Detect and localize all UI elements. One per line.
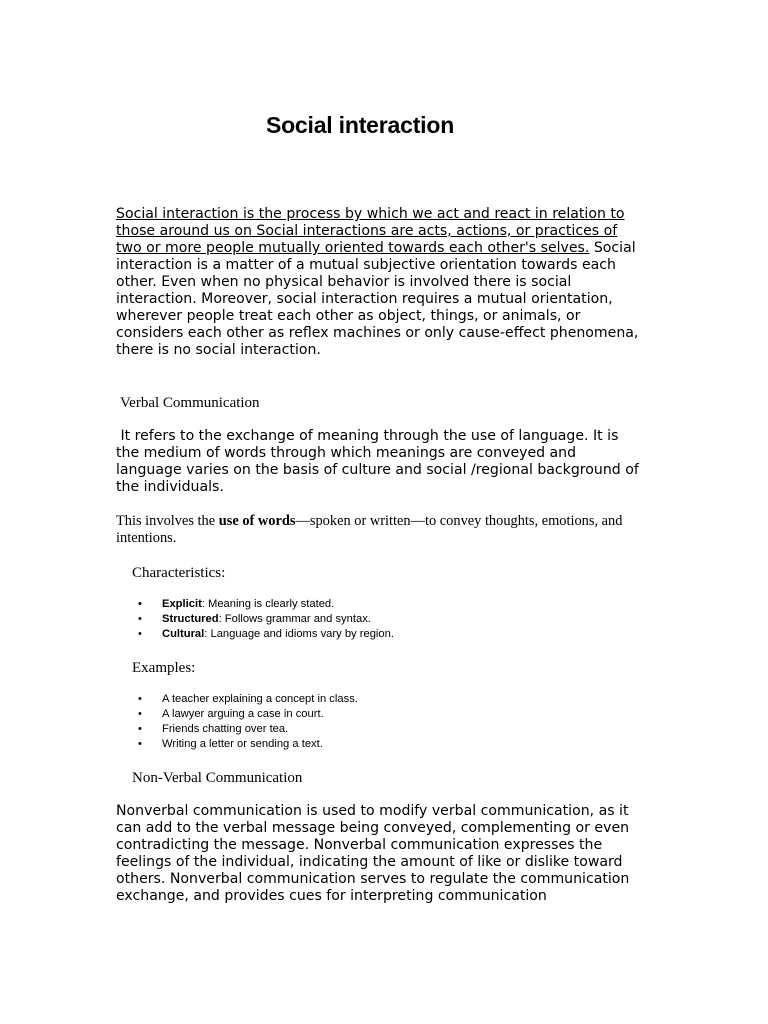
examples-heading: Examples: (132, 660, 196, 676)
list-item (135, 597, 394, 612)
example-text: Friends chatting over tea. (162, 723, 289, 735)
bullet-icon: • (138, 708, 142, 720)
characteristic-term: Explicit (162, 598, 202, 610)
characteristic-term: Structured (162, 613, 219, 625)
bullet-icon: • (138, 613, 142, 625)
intro-rest-text: Social interaction is a matter of a mutual subjective orientation towards each other. Even when no physical behavior is involved there is social interaction. Moreover, social interaction requires a mutual orientation, wherever people treat each other as object, things, or animals, or considers each other as reflex machines or only cause-effect phenomena, there is no social interaction. (116, 240, 639, 358)
bullet-icon: • (138, 723, 142, 735)
non-verbal-paragraph: Nonverbal communication is used to modify verbal communication, as it can add to the verbal message being conveyed, complementing or even contradicting the message. Nonverbal communication expresses the feelings of the individual, indicating the amount of like or dislike toward others. Nonverbal communication serves to regulate the communication exchange, and provides cues for interpreting communication (116, 803, 630, 904)
list-item (135, 612, 394, 627)
list-item (135, 692, 358, 707)
list-item (135, 737, 358, 752)
examples-list (135, 692, 358, 752)
intro-paragraph (116, 206, 646, 359)
characteristics-list (135, 597, 394, 642)
characteristic-text: : Language and idioms vary by region. (204, 628, 394, 640)
characteristics-heading: Characteristics: (132, 565, 226, 581)
bullet-icon: • (138, 693, 142, 705)
example-text: A lawyer arguing a case in court. (162, 708, 324, 720)
bullet-icon: • (138, 598, 142, 610)
verbal-communication-heading: Verbal Communication (120, 395, 260, 411)
non-verbal-communication-heading: Non-Verbal Communication (132, 770, 303, 786)
intro-underlined-text: Social interaction is the process by which we act and react in relation to those around us on Social interactions are acts, actions, or practices of two or more people mutually oriented towards each other's selves. (116, 206, 625, 256)
verbal-paragraph: It refers to the exchange of meaning through the use of language. It is the medium of words through which meanings are conveyed and language varies on the basis of culture and social /regional background of the individuals. (116, 428, 644, 495)
characteristic-term: Cultural (162, 628, 205, 640)
bullet-icon: • (138, 628, 142, 640)
list-item (135, 627, 394, 642)
involves-text-bold: use of words (218, 513, 296, 529)
verbal-involves-paragraph (116, 513, 646, 547)
document-title: Social interaction (265, 112, 455, 138)
bullet-icon: • (138, 738, 142, 750)
involves-text-before: This involves the (116, 513, 219, 529)
characteristic-text: : Follows grammar and syntax. (218, 613, 371, 625)
involves-text-after: —spoken or written—to convey thoughts, emotions, and intentions. (116, 513, 623, 546)
list-item (135, 707, 358, 722)
example-text: Writing a letter or sending a text. (162, 738, 323, 750)
example-text: A teacher explaining a concept in class. (162, 693, 358, 705)
characteristic-text: : Meaning is clearly stated. (201, 598, 335, 610)
list-item (135, 722, 358, 737)
